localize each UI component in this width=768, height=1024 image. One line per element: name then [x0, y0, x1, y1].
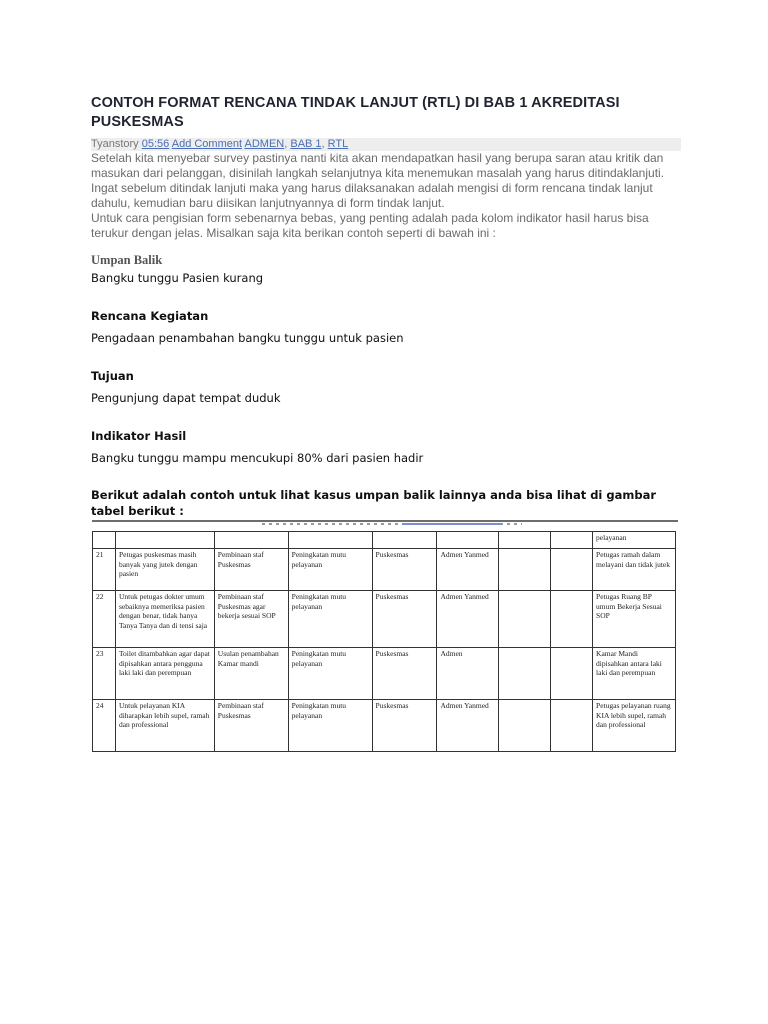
cropped-link-line	[402, 523, 502, 525]
section-heading-tujuan: Tujuan	[91, 369, 134, 383]
table-cell-empty	[551, 700, 593, 752]
table-cell-no: 21	[93, 549, 116, 591]
umpan-balik-text: Bangku tunggu Pasien kurang	[91, 271, 264, 285]
tag-link-rtl[interactable]: RTL	[327, 138, 349, 150]
table-cell-tujuan: Peningkatan mutu pelayanan	[288, 591, 372, 648]
table-cell-empty	[499, 700, 551, 752]
table-top-border	[92, 520, 678, 522]
table-cell-indikator: Petugas pelayanan ruang KIA lebih supel, ramah dan professional	[593, 700, 676, 752]
section-heading-rencana: Rencana Kegiatan	[91, 309, 209, 323]
tag-link-admen[interactable]: ADMEN	[244, 138, 285, 150]
table-cell-rencana: Pembinaan staf Puskesmas agar bekerja sesuai SOP	[214, 591, 288, 648]
tag-separator: ,	[284, 138, 291, 150]
article-title: CONTOH FORMAT RENCANA TINDAK LANJUT (RTL) DI BAB 1 AKREDITASI PUSKESMAS	[91, 95, 620, 130]
table-cell-tujuan: Peningkatan mutu pelayanan	[288, 648, 372, 700]
tujuan-text: Pengunjung dapat tempat duduk	[91, 391, 281, 405]
table-cell-rencana: Pembinaan staf Puskesmas	[214, 700, 288, 752]
table-cell-pj: Admen Yanmed	[437, 591, 499, 648]
table-cell-umpan: Toilet ditambahkan agar dapat dipisahkan antara pengguna laki laki dan perempuan	[115, 648, 214, 700]
table-cell-indikator: pelayanan	[593, 532, 676, 549]
article	[91, 94, 681, 519]
table-cell-empty	[551, 549, 593, 591]
table-cell-sasaran: Puskesmas	[372, 591, 437, 648]
add-comment-link[interactable]: Add Comment	[171, 138, 243, 150]
indikator-text: Bangku tunggu mampu mencukupi 80% dari pasien hadir	[91, 451, 424, 465]
intro-paragraph: Setelah kita menyebar survey pastinya nanti kita akan mendapatkan hasil yang berupa saran atau kritik dan masukan dari pelanggan, disinilah langkah selanjutnya kita menemukan masalah yang harus ditindaklanjuti. Ingat sebelum ditindak lanjuti maka yang harus dilaksanakan adalah mengisi di form rencana tindak lanjut dahulu, kemudian baru diisikan lanjutnyannya di form tindak lanjut.	[91, 151, 665, 210]
table-cell-rencana: Pembinaan staf Puskesmas	[214, 549, 288, 591]
table-cell-sasaran: Puskesmas	[372, 648, 437, 700]
table-cell-sasaran: Puskesmas	[372, 549, 437, 591]
table-cell-no: 22	[93, 591, 116, 648]
table-cell-empty	[499, 648, 551, 700]
table-cell-tujuan: Peningkatan mutu pelayanan	[288, 700, 372, 752]
intro-paragraph-2: Untuk cara pengisian form sebenarnya bebas, yang penting adalah pada kolom indikator hasil harus bisa terukur dengan jelas. Misalkan saja kita berikan contoh seperti di bawah ini :	[91, 211, 649, 240]
table-cell-no: 24	[93, 700, 116, 752]
table-cell-umpan: Petugas puskesmas masih banyak yang jutek dengan pasien	[115, 549, 214, 591]
rtl-table	[92, 531, 676, 752]
table-intro-text: Berikut adalah contoh untuk lihat kasus umpan balik lainnya anda bisa lihat di gambar tabel berikut :	[91, 488, 657, 518]
table-cell-no: 23	[93, 648, 116, 700]
table-cell-empty	[499, 591, 551, 648]
rencana-text: Pengadaan penambahan bangku tunggu untuk pasien	[91, 331, 404, 345]
post-time-link[interactable]: 05:56	[141, 138, 170, 150]
table-cell-indikator: Petugas Ruang BP umum Bekerja Sesuai SOP	[593, 591, 676, 648]
table-row	[93, 591, 676, 648]
table-cell-indikator: Kamar Mandi dipisahkan antara laki laki dan perempuan	[593, 648, 676, 700]
table-cell-tujuan: Peningkatan mutu pelayanan	[288, 549, 372, 591]
table-cell-umpan: Untuk pelayanan KIA diharapkan lebih supel, ramah dan professional	[115, 700, 214, 752]
section-heading-umpan-balik: Umpan Balik	[91, 253, 163, 267]
table-cell-indikator: Petugas ramah dalam melayani dan tidak jutek	[593, 549, 676, 591]
table-cell-sasaran: Puskesmas	[372, 700, 437, 752]
table-cell-empty	[551, 591, 593, 648]
section-heading-indikator: Indikator Hasil	[91, 429, 187, 443]
table-cell-pj: Admen Yanmed	[437, 549, 499, 591]
tag-link-bab1[interactable]: BAB 1	[290, 138, 322, 150]
post-meta	[91, 138, 681, 151]
post-author: Tyanstory	[91, 138, 139, 150]
table-row	[93, 549, 676, 591]
table-cell-empty	[499, 549, 551, 591]
table-row	[93, 532, 676, 549]
table-cell-pj: Admen Yanmed	[437, 700, 499, 752]
table-cell-umpan: Untuk petugas dokter umum sebaiknya memeriksa pasien dengan benar, tidak hanya Tanya Tanya dan di tensi saja	[115, 591, 214, 648]
table-cell-empty	[551, 648, 593, 700]
rtl-table-image	[92, 520, 678, 729]
table-cell-rencana: Usulan penambahan Kamar mandi	[214, 648, 288, 700]
table-cell-pj: Admen	[437, 648, 499, 700]
table-row	[93, 648, 676, 700]
tag-separator: ,	[321, 138, 328, 150]
table-row	[93, 700, 676, 752]
